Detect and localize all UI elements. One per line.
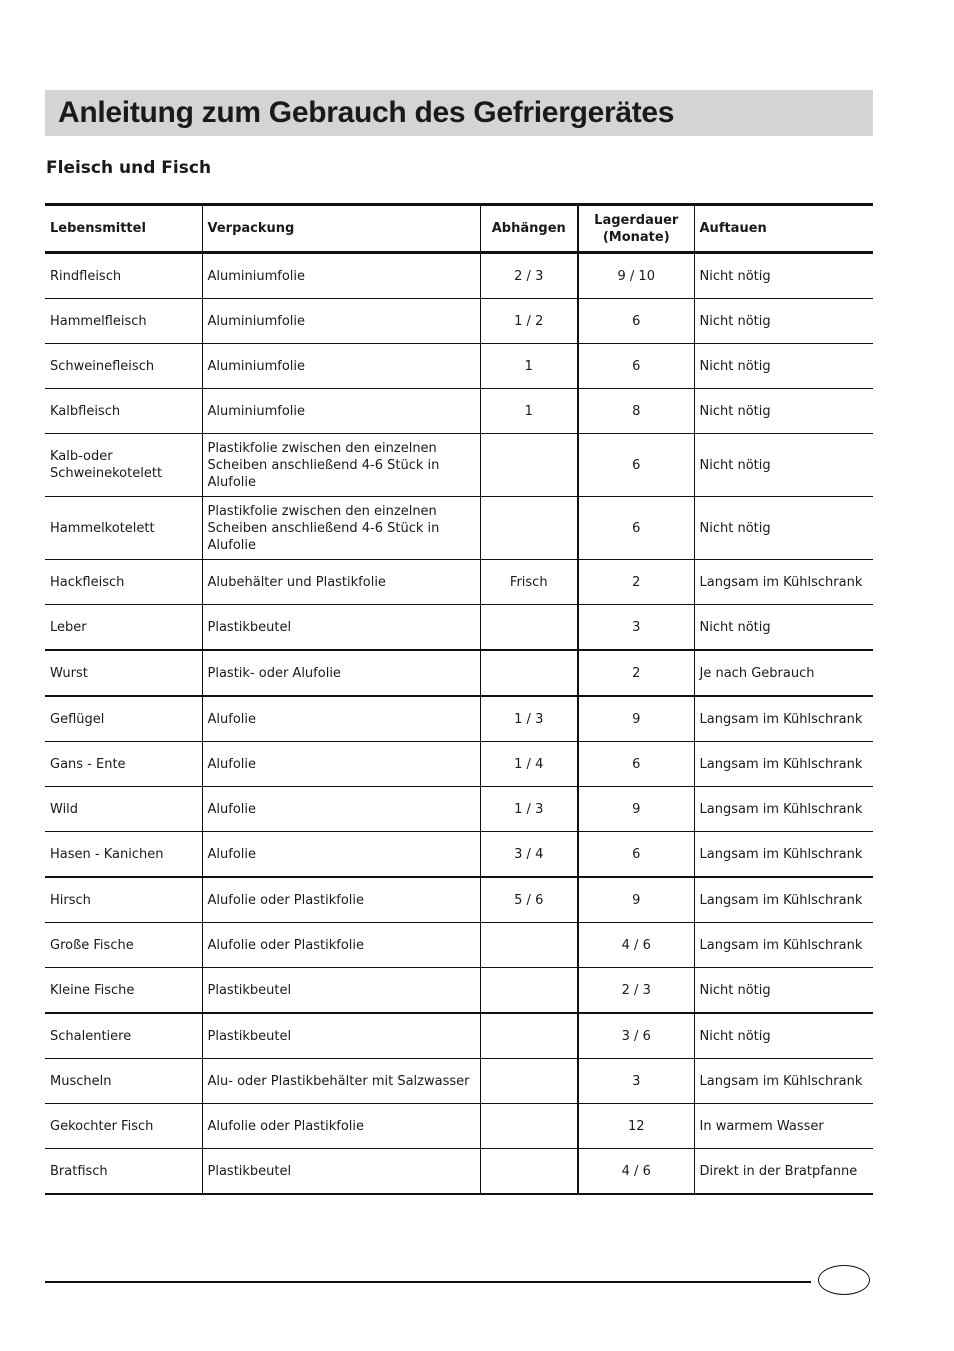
cell-verpackung: Plastik- oder Alufolie — [202, 650, 480, 696]
cell-auftauen: Nicht nötig — [694, 968, 873, 1014]
cell-lagerdauer: 2 — [578, 650, 694, 696]
cell-lebensmittel: Muscheln — [45, 1059, 202, 1104]
cell-abhaengen: 1 / 3 — [480, 787, 578, 832]
cell-auftauen: Nicht nötig — [694, 389, 873, 434]
cell-lebensmittel: Hirsch — [45, 877, 202, 923]
page-title: Anleitung zum Gebrauch des Gefriergerätes — [58, 96, 675, 129]
cell-lebensmittel: Hammelfleisch — [45, 299, 202, 344]
cell-lagerdauer: 9 — [578, 787, 694, 832]
cell-abhaengen — [480, 650, 578, 696]
cell-lagerdauer: 9 — [578, 696, 694, 742]
cell-lebensmittel: Kalb-oder Schweinekotelett — [45, 434, 202, 497]
table-row — [45, 1059, 873, 1104]
cell-verpackung: Aluminiumfolie — [202, 389, 480, 434]
cell-auftauen: Direkt in der Bratpfanne — [694, 1149, 873, 1195]
cell-abhaengen: 1 / 3 — [480, 696, 578, 742]
cell-verpackung: Plastikfolie zwischen den einzelnen Scheiben anschließend 4-6 Stück in Alufolie — [202, 434, 480, 497]
cell-lebensmittel: Kalbfleisch — [45, 389, 202, 434]
cell-verpackung: Alubehälter und Plastikfolie — [202, 560, 480, 605]
cell-verpackung: Alufolie — [202, 742, 480, 787]
cell-lebensmittel: Große Fische — [45, 923, 202, 968]
cell-lebensmittel: Bratfisch — [45, 1149, 202, 1195]
cell-auftauen: Langsam im Kühlschrank — [694, 1059, 873, 1104]
cell-lagerdauer: 6 — [578, 497, 694, 560]
cell-lebensmittel: Wurst — [45, 650, 202, 696]
table-body — [45, 253, 873, 1195]
cell-abhaengen: 5 / 6 — [480, 877, 578, 923]
cell-lebensmittel: Wild — [45, 787, 202, 832]
cell-verpackung: Plastikbeutel — [202, 968, 480, 1014]
cell-verpackung: Plastikbeutel — [202, 605, 480, 651]
table-row — [45, 1149, 873, 1195]
cell-verpackung: Alufolie — [202, 787, 480, 832]
cell-auftauen: Nicht nötig — [694, 605, 873, 651]
cell-lebensmittel: Hasen - Kanichen — [45, 832, 202, 878]
table-header — [45, 205, 873, 253]
cell-abhaengen: 1 — [480, 344, 578, 389]
table-row — [45, 344, 873, 389]
cell-verpackung: Aluminiumfolie — [202, 344, 480, 389]
section-title: Fleisch und Fisch — [46, 158, 212, 178]
page-number-oval — [818, 1265, 870, 1295]
table-row — [45, 605, 873, 651]
table-row — [45, 1104, 873, 1149]
cell-lebensmittel: Geflügel — [45, 696, 202, 742]
table-row — [45, 832, 873, 878]
cell-auftauen: Nicht nötig — [694, 253, 873, 299]
cell-lagerdauer: 6 — [578, 344, 694, 389]
header-lebensmittel: Lebensmittel — [45, 205, 202, 253]
cell-abhaengen: 2 / 3 — [480, 253, 578, 299]
cell-auftauen: Nicht nötig — [694, 1013, 873, 1059]
cell-auftauen: Nicht nötig — [694, 344, 873, 389]
cell-lagerdauer: 6 — [578, 299, 694, 344]
cell-abhaengen — [480, 497, 578, 560]
cell-lebensmittel: Rindfleisch — [45, 253, 202, 299]
cell-verpackung: Alufolie oder Plastikfolie — [202, 923, 480, 968]
cell-lagerdauer: 12 — [578, 1104, 694, 1149]
cell-verpackung: Plastikbeutel — [202, 1149, 480, 1195]
cell-auftauen: Je nach Gebrauch — [694, 650, 873, 696]
table-row — [45, 650, 873, 696]
cell-lagerdauer: 2 / 3 — [578, 968, 694, 1014]
cell-auftauen: Nicht nötig — [694, 497, 873, 560]
cell-verpackung: Alufolie — [202, 696, 480, 742]
cell-lebensmittel: Kleine Fische — [45, 968, 202, 1014]
cell-verpackung: Alu- oder Plastikbehälter mit Salzwasser — [202, 1059, 480, 1104]
cell-abhaengen — [480, 434, 578, 497]
cell-lebensmittel: Schalentiere — [45, 1013, 202, 1059]
table-row — [45, 742, 873, 787]
storage-table — [45, 203, 873, 1195]
cell-abhaengen: 1 / 4 — [480, 742, 578, 787]
cell-lebensmittel: Gekochter Fisch — [45, 1104, 202, 1149]
cell-verpackung: Alufolie oder Plastikfolie — [202, 1104, 480, 1149]
cell-abhaengen — [480, 1104, 578, 1149]
cell-abhaengen: Frisch — [480, 560, 578, 605]
table-row — [45, 434, 873, 497]
table-row — [45, 1013, 873, 1059]
header-lagerdauer: Lagerdauer (Monate) — [578, 205, 694, 253]
cell-lagerdauer: 6 — [578, 832, 694, 878]
title-band — [45, 90, 873, 136]
cell-auftauen: Langsam im Kühlschrank — [694, 696, 873, 742]
cell-abhaengen — [480, 923, 578, 968]
cell-auftauen: Langsam im Kühlschrank — [694, 877, 873, 923]
cell-lagerdauer: 6 — [578, 434, 694, 497]
cell-abhaengen — [480, 1059, 578, 1104]
header-abhaengen: Abhängen — [480, 205, 578, 253]
footer-rule — [45, 1281, 811, 1283]
cell-lagerdauer: 9 — [578, 877, 694, 923]
cell-lagerdauer: 3 — [578, 1059, 694, 1104]
table-row — [45, 923, 873, 968]
table-row — [45, 696, 873, 742]
cell-verpackung: Alufolie — [202, 832, 480, 878]
table-row — [45, 299, 873, 344]
cell-verpackung: Plastikbeutel — [202, 1013, 480, 1059]
table-row — [45, 787, 873, 832]
cell-lebensmittel: Hammelkotelett — [45, 497, 202, 560]
cell-lagerdauer: 4 / 6 — [578, 923, 694, 968]
cell-verpackung: Plastikfolie zwischen den einzelnen Scheiben anschließend 4-6 Stück in Alufolie — [202, 497, 480, 560]
cell-lagerdauer: 4 / 6 — [578, 1149, 694, 1195]
cell-lagerdauer: 6 — [578, 742, 694, 787]
cell-auftauen: In warmem Wasser — [694, 1104, 873, 1149]
cell-auftauen: Nicht nötig — [694, 299, 873, 344]
cell-lebensmittel: Schweinefleisch — [45, 344, 202, 389]
cell-lagerdauer: 2 — [578, 560, 694, 605]
cell-verpackung: Aluminiumfolie — [202, 253, 480, 299]
cell-lagerdauer: 3 — [578, 605, 694, 651]
cell-auftauen: Langsam im Kühlschrank — [694, 742, 873, 787]
header-auftauen: Auftauen — [694, 205, 873, 253]
table-row — [45, 253, 873, 299]
cell-abhaengen — [480, 605, 578, 651]
cell-lebensmittel: Hackfleisch — [45, 560, 202, 605]
cell-abhaengen: 1 / 2 — [480, 299, 578, 344]
cell-auftauen: Langsam im Kühlschrank — [694, 560, 873, 605]
cell-auftauen: Langsam im Kühlschrank — [694, 832, 873, 878]
cell-verpackung: Aluminiumfolie — [202, 299, 480, 344]
cell-auftauen: Langsam im Kühlschrank — [694, 787, 873, 832]
cell-abhaengen: 1 — [480, 389, 578, 434]
cell-abhaengen: 3 / 4 — [480, 832, 578, 878]
cell-lagerdauer: 8 — [578, 389, 694, 434]
cell-verpackung: Alufolie oder Plastikfolie — [202, 877, 480, 923]
header-verpackung: Verpackung — [202, 205, 480, 253]
cell-lagerdauer: 3 / 6 — [578, 1013, 694, 1059]
table-row — [45, 497, 873, 560]
table-row — [45, 877, 873, 923]
cell-lebensmittel: Gans - Ente — [45, 742, 202, 787]
cell-lagerdauer: 9 / 10 — [578, 253, 694, 299]
cell-auftauen: Langsam im Kühlschrank — [694, 923, 873, 968]
table-row — [45, 389, 873, 434]
cell-abhaengen — [480, 1013, 578, 1059]
table-header-row — [45, 205, 873, 253]
cell-lebensmittel: Leber — [45, 605, 202, 651]
table-row — [45, 968, 873, 1014]
table-row — [45, 560, 873, 605]
cell-abhaengen — [480, 1149, 578, 1195]
cell-auftauen: Nicht nötig — [694, 434, 873, 497]
cell-abhaengen — [480, 968, 578, 1014]
